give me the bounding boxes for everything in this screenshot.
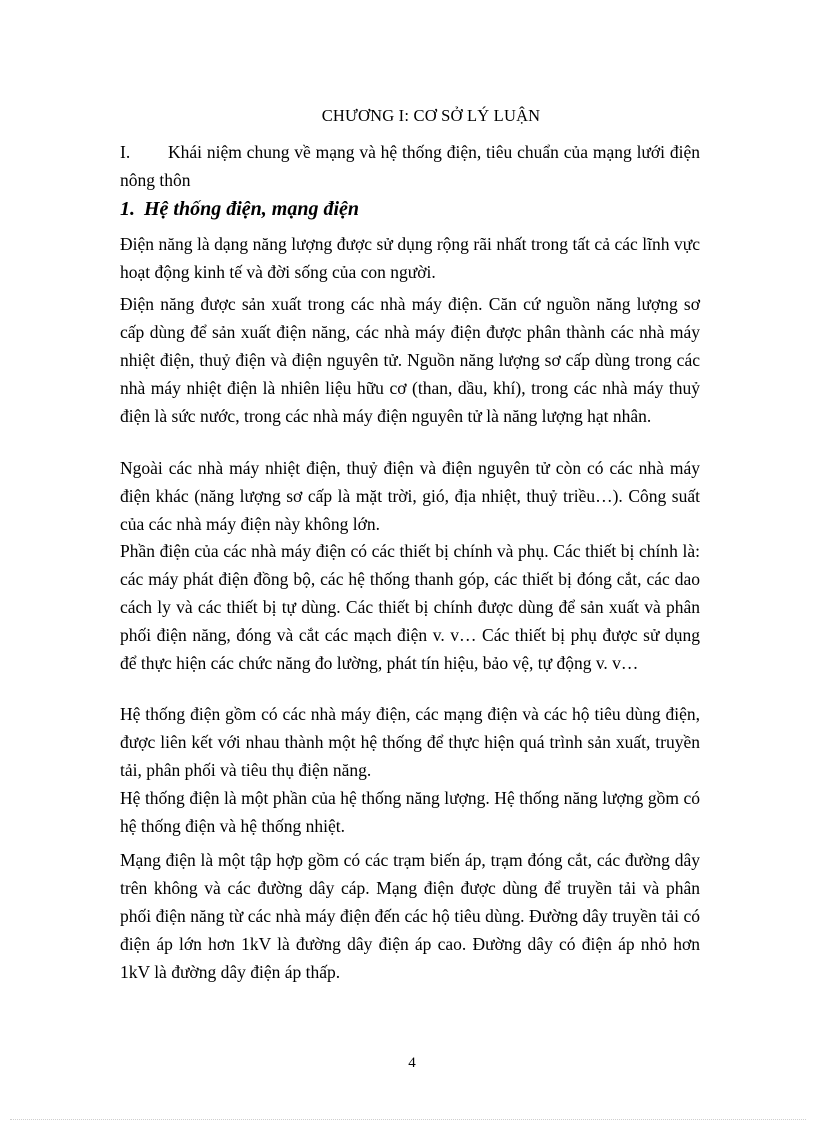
subsection-title: Hệ thống điện, mạng điện bbox=[144, 198, 360, 220]
section-number: I. bbox=[120, 142, 131, 162]
section-heading bbox=[120, 138, 700, 194]
section-title: Khái niệm chung về mạng và hệ thống điện, tiêu chuẩn của mạng lưới điện nông thôn bbox=[120, 142, 700, 190]
paragraph: Hệ thống điện gồm có các nhà máy điện, các mạng điện và các hộ tiêu dùng điện, được liên kết với nhau thành một hệ thống để thực hiện quá trình sản xuất, truyền tải, phân phối và tiêu thụ điện năng. bbox=[120, 704, 700, 780]
page-number: 4 bbox=[408, 1055, 416, 1071]
paragraph: Điện năng là dạng năng lượng được sử dụng rộng rãi nhất trong tất cả các lĩnh vực hoạt động kinh tế và đời sống của con người. bbox=[120, 234, 700, 282]
paragraph: Mạng điện là một tập hợp gồm có các trạm biến áp, trạm đóng cắt, các đường dây trên không và các đường dây cáp. Mạng điện được dùng để truyền tải và phân phối điện năng từ các nhà máy điện đến các hộ tiêu dùng. Đường dây truyền tải có điện áp lớn hơn 1kV là đường dây điện áp cao. Đường dây có điện áp nhỏ hơn 1kV là đường dây điện áp thấp. bbox=[120, 850, 700, 982]
chapter-title: CHƯƠNG I: CƠ SỞ LÝ LUẬN bbox=[321, 106, 541, 125]
subsection-heading bbox=[120, 198, 359, 221]
subsection-number: 1. bbox=[120, 198, 135, 220]
paragraph: Phần điện của các nhà máy điện có các thiết bị chính và phụ. Các thiết bị chính là: các máy phát điện đồng bộ, các hệ thống thanh góp, các thiết bị đóng cắt, các dao cách ly và các thiết bị tự dùng. Các thiết bị chính được dùng để sản xuất và phân phối điện năng, đóng và cắt các mạch điện v. v… Các thiết bị phụ được sử dụng để thực hiện các chức năng đo lường, phát tín hiệu, bảo vệ, tự động v. v… bbox=[120, 541, 700, 673]
page-bottom-divider bbox=[10, 1119, 806, 1120]
paragraph: Ngoài các nhà máy nhiệt điện, thuỷ điện và điện nguyên tử còn có các nhà máy điện khác (năng lượng sơ cấp là mặt trời, gió, địa nhiệt, thuỷ triều…). Công suất của các nhà máy điện này không lớn. bbox=[120, 458, 700, 534]
paragraph: Hệ thống điện là một phần của hệ thống năng lượng. Hệ thống năng lượng gồm có hệ thống điện và hệ thống nhiệt. bbox=[120, 788, 700, 836]
paragraph: Điện năng được sản xuất trong các nhà máy điện. Căn cứ nguồn năng lượng sơ cấp dùng để sản xuất điện năng, các nhà máy điện được phân thành các nhà máy nhiệt điện, thuỷ điện và điện nguyên tử. Nguồn năng lượng sơ cấp dùng trong các nhà máy nhiệt điện là nhiên liệu hữu cơ (than, dầu, khí), trong các nhà máy thuỷ điện là sức nước, trong các nhà máy điện nguyên tử là năng lượng hạt nhân. bbox=[120, 294, 700, 426]
